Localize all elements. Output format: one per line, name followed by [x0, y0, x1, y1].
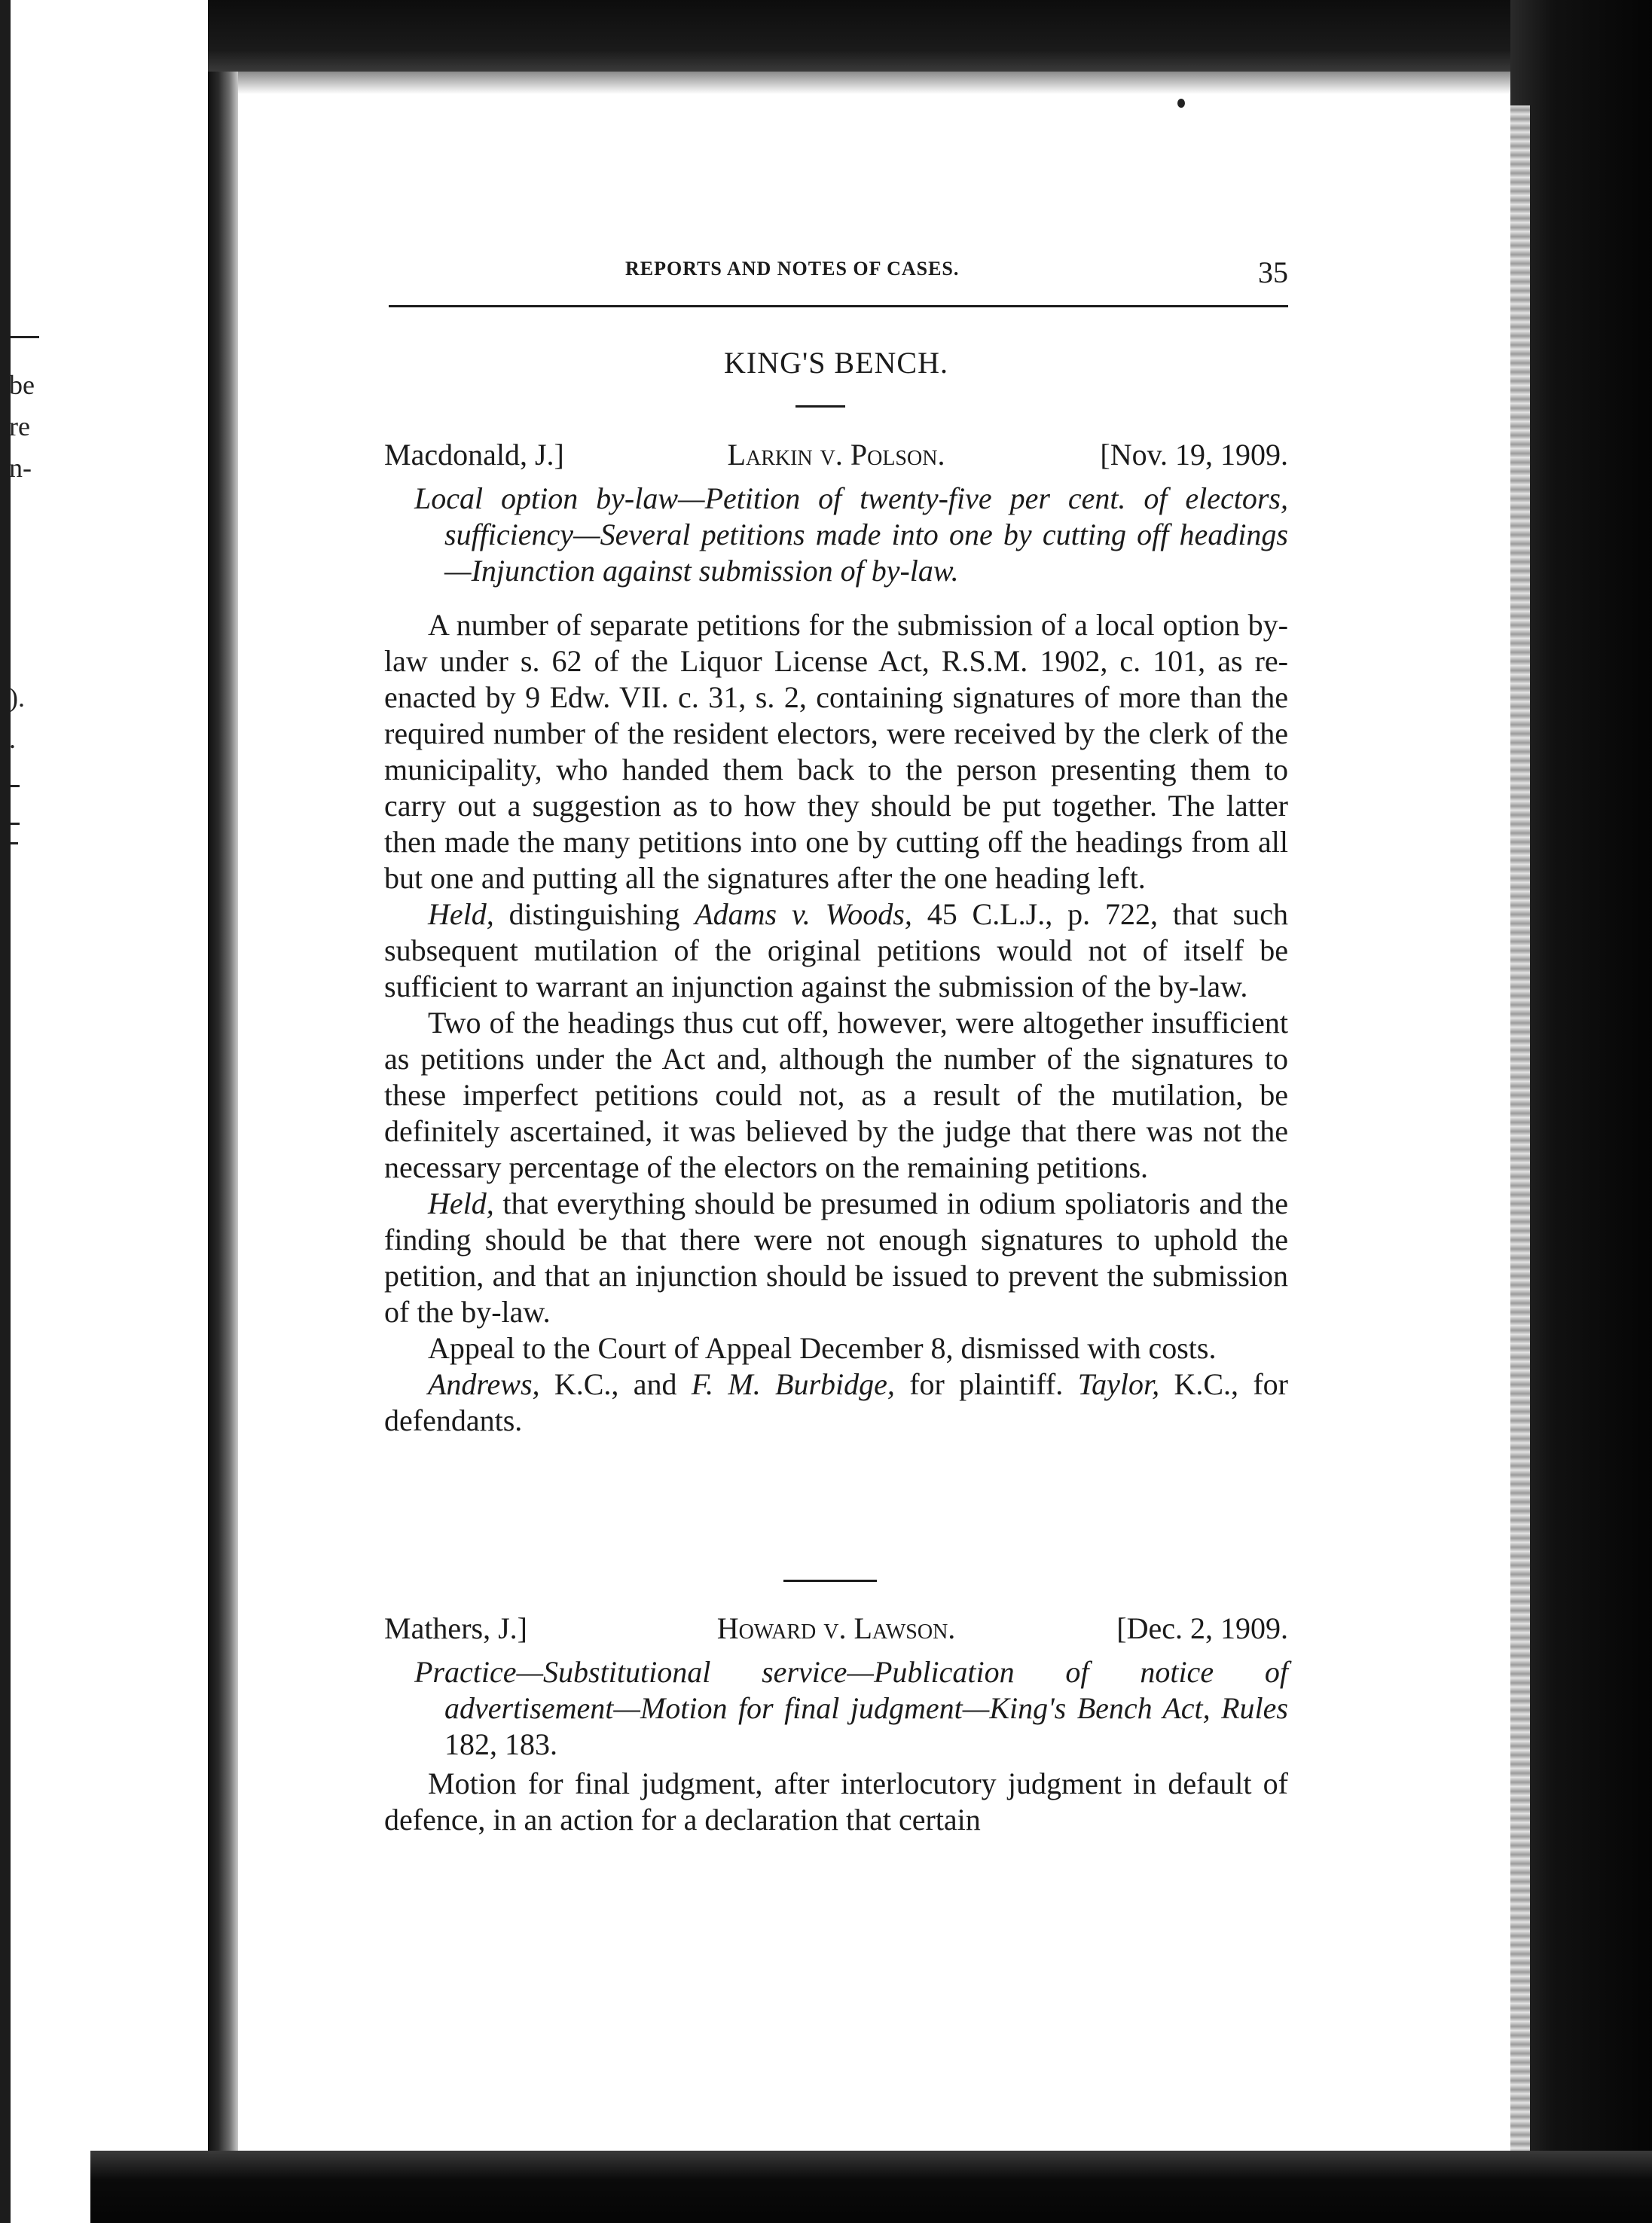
facing-page-fragment: re — [9, 411, 30, 441]
facing-page-mark — [11, 823, 20, 825]
held-label: Held, — [428, 897, 494, 931]
case1-held-1: Held, distinguishing Adams v. Woods, 45 C.L.J., p. 722, that such subsequent mutilation of the original petitions would not of itself be sufficient to warrant an injunction against the submission of the by-law. — [384, 897, 1289, 1003]
case2-body — [384, 1766, 1288, 1838]
ink-speck — [1177, 99, 1185, 108]
held-label: Held, — [428, 1186, 494, 1220]
case2-date: [Dec. 2, 1909. — [1116, 1611, 1288, 1645]
case2-judge: Mathers, J.] — [384, 1611, 527, 1645]
case1-caption — [384, 437, 1288, 478]
case1-headnote — [384, 481, 1288, 589]
case1-name: Larkin v. Polson. — [727, 438, 945, 472]
case1-judge: Macdonald, J.] — [384, 438, 564, 472]
facing-page-fragment: ). — [9, 682, 25, 713]
scan-top-edge — [208, 0, 1652, 72]
cited-case: Adams v. Woods, — [695, 897, 912, 931]
scan-right-edge — [1510, 0, 1652, 2223]
case1-date: [Nov. 19, 1909. — [1100, 438, 1288, 472]
running-head-title: REPORTS AND NOTES OF CASES. — [625, 258, 960, 279]
case1-headnote-text: Local option by-law—Petition of twenty-five per cent. of electors, sufficiency—Several petitions made into one by cutting off headings—Injunction against submission of by-law. — [414, 481, 1288, 588]
header-rule — [389, 305, 1288, 307]
case2-headnote-text: Practice—Substitutional service—Publication of notice of advertisement—Motion for final judgment—King's Bench Act, Rules 182, 183. — [414, 1655, 1288, 1761]
case1-counsel: Andrews, K.C., and F. M. Burbidge, for plaintiff. Taylor, K.C., for defendants. — [384, 1367, 1288, 1437]
running-head — [384, 255, 1288, 292]
page-edge-stripes — [1510, 105, 1530, 2200]
case-separator-rule — [783, 1580, 877, 1582]
facing-page-fragment: be — [9, 370, 35, 400]
facing-page-rule — [11, 336, 39, 338]
facing-page-mark — [11, 842, 18, 844]
page-number: 35 — [1258, 255, 1288, 289]
facing-page-margin — [11, 0, 208, 2223]
scan-left-edge — [0, 0, 11, 2223]
scan-bottom-edge — [90, 2151, 1652, 2223]
facing-page-fragment: n- — [9, 453, 32, 483]
book-binding-shadow — [208, 60, 238, 2223]
short-rule — [795, 405, 845, 408]
facing-page-mark — [11, 785, 20, 787]
case2-motion: Motion for final judgment, after interlocutory judgment in default of defence, in an action for a declaration that certain — [384, 1766, 1288, 1837]
facing-page-fragment: . — [9, 724, 16, 754]
case1-two-headings: Two of the headings thus cut off, however, were altogether insufficient as petitions under the Act and, although the number of the signatures to these imperfect petitions could not, as a result of the mutilation, be definitely ascertained, it was believed by the judge that there was not the necessary percentage of the electors on the remaining petitions. — [384, 1006, 1288, 1184]
case2-caption — [384, 1611, 1288, 1651]
scan-top-fade — [238, 72, 1519, 94]
case1-appeal: Appeal to the Court of Appeal December 8, dismissed with costs. — [428, 1331, 1217, 1365]
case1-held-2: Held, that everything should be presumed in odium spoliatoris and the finding should be that there were not enough signatures to uphold the petition, and that an injunction should be issued to prevent the submission of the by-law. — [384, 1186, 1288, 1329]
case2-headnote — [384, 1654, 1288, 1763]
court-heading: KING'S BENCH. — [724, 346, 948, 380]
case2-name: Howard v. Lawson. — [716, 1611, 956, 1645]
case1-body — [384, 607, 1288, 1439]
case1-facts: A number of separate petitions for the submission of a local option by-law under s. 62 of the Liquor License Act, R.S.M. 1902, c. 101, as re-enacted by 9 Edw. VII. c. 31, s. 2, containing signatures of more than the required number of the resident electors, were received by the clerk of the municipality, who handed them back to the person presenting them to carry out a suggestion as to how they should be put together. The latter then made the many petitions into one by cutting off the headings from all but one and putting all the signatures after the one heading left. — [384, 608, 1288, 895]
